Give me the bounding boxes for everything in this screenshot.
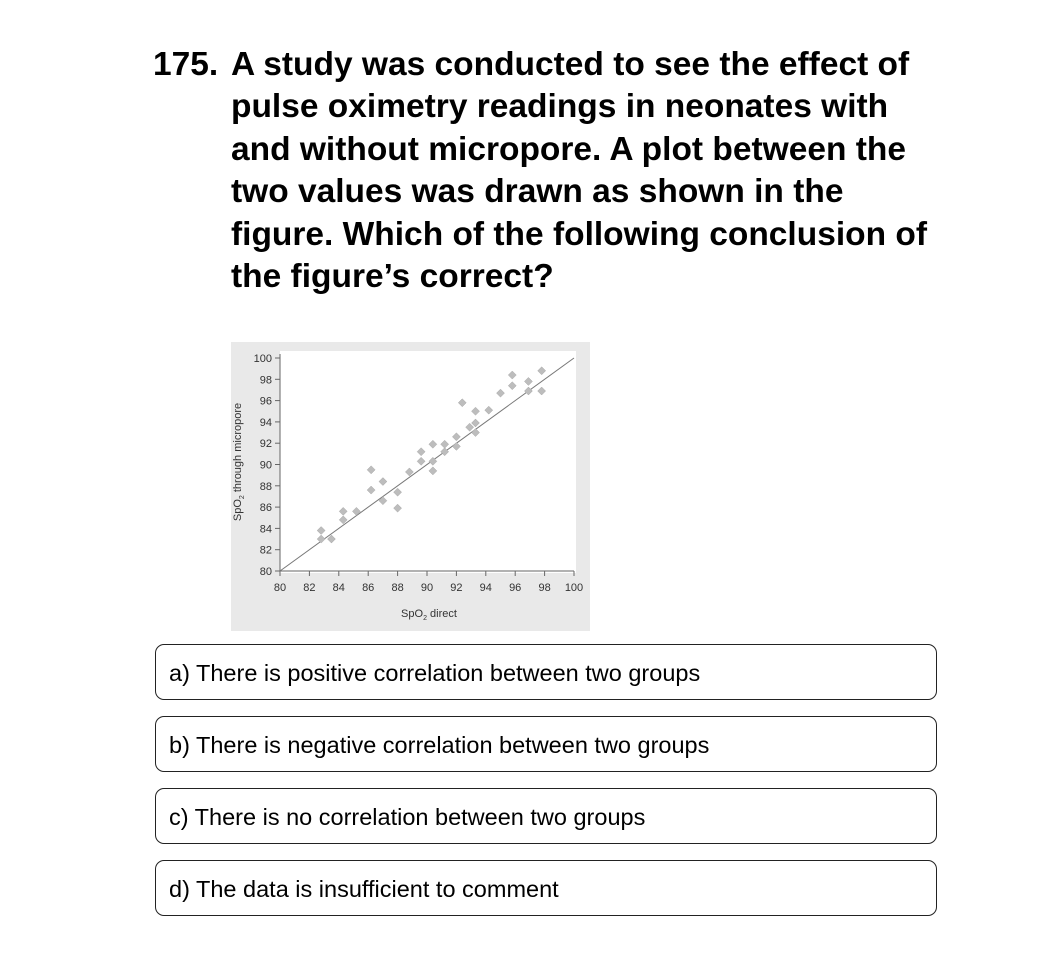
y-tick-label: 92 (259, 438, 272, 451)
scatter-chart (231, 342, 590, 631)
question-text: A study was conducted to see the effect of pulse oximetry readings in neonates with and without micropore. A plot between the two values was drawn as shown in the figure. Which of the following conclusion of the figure’s correct? (231, 46, 927, 296)
x-tick-label: 94 (479, 582, 492, 594)
x-tick-label: 100 (564, 582, 584, 594)
option-c[interactable]: c) There is no correlation between two groups (155, 788, 937, 844)
question-number: 175. (153, 46, 219, 83)
y-tick-label: 82 (259, 544, 272, 557)
question (153, 44, 953, 298)
y-tick-label: 84 (259, 523, 272, 536)
y-tick-label: 86 (259, 502, 272, 515)
y-label-sub: 2 (239, 495, 246, 500)
x-tick-label: 82 (303, 582, 316, 594)
x-tick-label: 98 (538, 582, 551, 594)
option-a[interactable]: a) There is positive correlation between two groups (155, 644, 937, 700)
y-tick-label: 90 (259, 459, 272, 472)
y-label-rest: through micropore (232, 402, 244, 496)
x-label-sub: 2 (423, 615, 427, 622)
y-axis-label: SpO$_2$ through micropore (232, 402, 246, 522)
x-tick-label: 92 (450, 582, 463, 594)
y-tick-label: 80 (259, 566, 272, 578)
x-tick-label: 84 (332, 582, 345, 594)
x-tick-label: 80 (273, 582, 287, 594)
x-tick-label: 86 (362, 582, 375, 594)
y-tick-label: 94 (259, 416, 272, 429)
y-tick-label: 100 (253, 353, 272, 365)
x-tick-label: 90 (420, 582, 434, 594)
x-tick-label: 88 (391, 582, 404, 594)
x-tick-label: 96 (509, 582, 522, 594)
scatter-figure (231, 342, 590, 631)
x-label-rest: direct (426, 608, 457, 620)
option-b[interactable]: b) There is negative correlation between two groups (155, 716, 937, 772)
y-tick-label: 88 (259, 480, 272, 493)
option-d[interactable]: d) The data is insufficient to comment (155, 860, 937, 916)
y-tick-label: 98 (259, 374, 272, 387)
y-tick-label: 96 (259, 395, 272, 408)
x-axis-label: SpO$_2$ direct (401, 608, 457, 622)
